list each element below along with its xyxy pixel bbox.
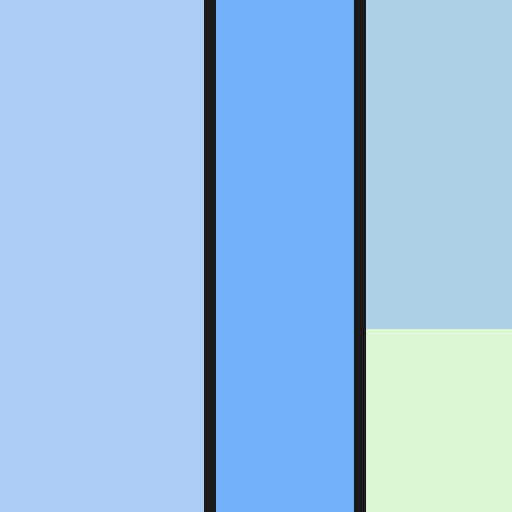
center-panel — [216, 0, 354, 512]
left-panel — [0, 0, 204, 512]
left-panel-divider[interactable] — [204, 0, 216, 512]
right-top-panel — [366, 0, 512, 329]
right-bottom-panel — [366, 329, 512, 512]
right-panel-divider[interactable] — [354, 0, 366, 512]
